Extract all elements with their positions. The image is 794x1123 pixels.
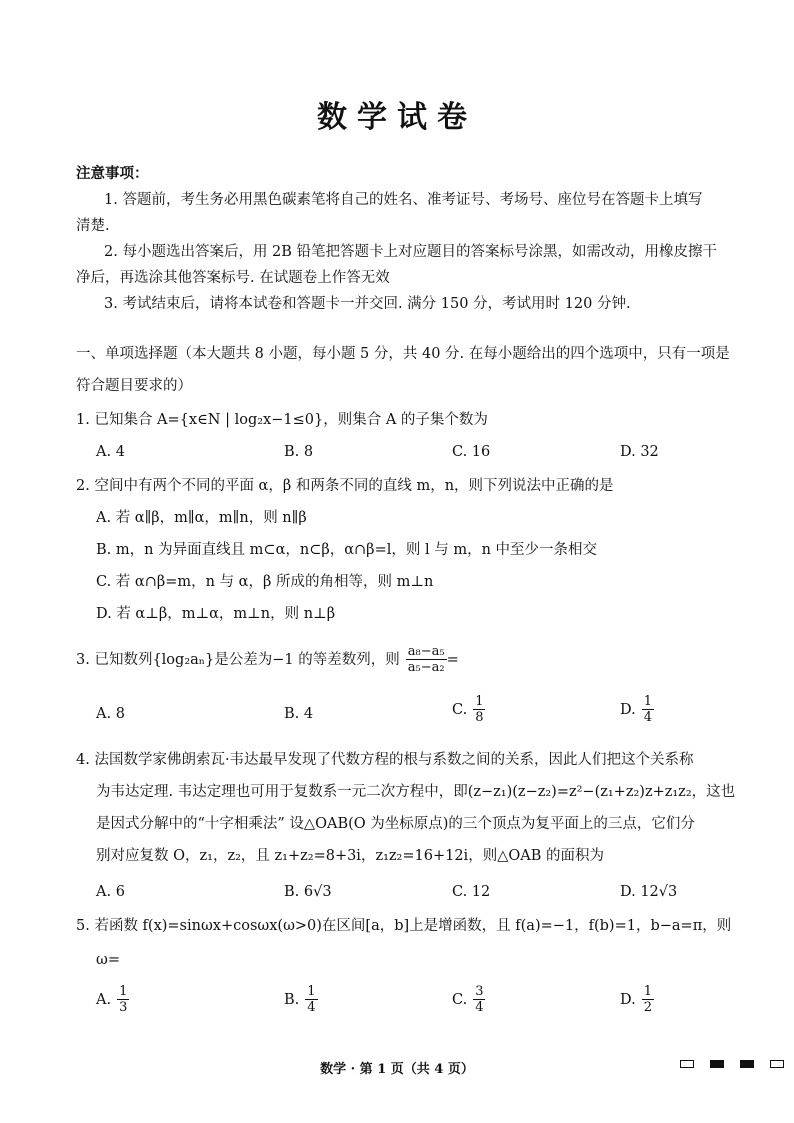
notice-item-3: 3. 考试结束后，请将本试卷和答题卡一并交回. 满分 150 分，考试用时 120 分钟. (104, 296, 631, 312)
fraction-numerator: 1 (643, 694, 652, 709)
question-4-line-2: 为韦达定理. 韦达定理也可用于复数系一元二次方程中，即(z−z₁)(z−z₂)=z²−(z₁+z₂)z+z₁z₂，这也 (96, 784, 736, 800)
section-heading: 一、单项选择题（本大题共 8 小题，每小题 5 分，共 40 分. 在每小题给出的四个选项中，只有一项是 (76, 346, 730, 362)
question-4-option-a: A. 6 (96, 884, 125, 900)
question-4-option-b: B. 6√3 (284, 884, 332, 900)
question-2-option-d: D. 若 α⊥β，m⊥α，m⊥n，则 n⊥β (96, 606, 336, 622)
question-3-fraction (406, 644, 447, 675)
fraction-numerator: 1 (643, 984, 652, 999)
registration-mark (770, 1060, 784, 1068)
registration-mark (680, 1060, 694, 1068)
question-5-option-d (620, 984, 654, 1015)
question-4-line-4: 别对应复数 O，z₁，z₂，且 z₁+z₂=8+3i，z₁z₂=16+12i，则△OAB 的面积为 (96, 848, 604, 864)
fraction-denominator: 4 (643, 710, 652, 725)
option-label: C. (452, 991, 468, 1008)
question-4-option-d: D. 12√3 (620, 884, 678, 900)
option-label: D. (620, 991, 636, 1008)
equals-sign: = (446, 651, 459, 668)
question-3-option-b: B. 4 (284, 706, 314, 722)
question-3-stem: 3. 已知数列{log₂aₙ}是公差为−1 的等差数列，则 (76, 651, 400, 668)
fraction-denominator: 4 (475, 1000, 484, 1015)
notice-item-2-cont: 净后，再选涂其他答案标号. 在试题卷上作答无效 (76, 270, 390, 286)
question-3-option-d (620, 694, 654, 725)
fraction-denominator: a₅−a₂ (407, 660, 445, 675)
question-3-stem-row (76, 644, 459, 675)
question-3-option-a: A. 8 (96, 706, 125, 722)
question-5-line-2: ω= (96, 952, 120, 968)
question-2-stem: 2. 空间中有两个不同的平面 α，β 和两条不同的直线 m，n，则下列说法中正确的是 (76, 478, 614, 494)
question-4-option-c: C. 12 (452, 884, 491, 900)
fraction-denominator: 2 (643, 1000, 652, 1015)
question-1-option-b: B. 8 (284, 444, 314, 460)
question-3-option-c (452, 694, 485, 725)
question-2-option-a: A. 若 α∥β，m∥α，m∥n，则 n∥β (96, 510, 307, 526)
registration-mark (740, 1060, 754, 1068)
fraction-denominator: 4 (307, 1000, 316, 1015)
question-1-stem: 1. 已知集合 A={x∈N | log₂x−1≤0}，则集合 A 的子集个数为 (76, 412, 488, 428)
page-footer: 数学 · 第 1 页（共 4 页） (320, 1062, 474, 1077)
question-5-line-1: 5. 若函数 f(x)=sinωx+cosωx(ω>0)在区间[a，b]上是增函数，且 f(a)=−1，f(b)=1，b−a=π，则 (76, 918, 732, 934)
fraction-numerator: 1 (119, 984, 128, 999)
notice-heading: 注意事项： (76, 165, 149, 182)
option-label: C. (452, 701, 468, 718)
fraction-numerator: 3 (475, 984, 484, 999)
question-5-option-c (452, 984, 485, 1015)
option-label: D. (620, 701, 636, 718)
notice-item-1-cont: 清楚. (76, 218, 110, 234)
notice-item-2: 2. 每小题选出答案后，用 2B 铅笔把答题卡上对应题目的答案标号涂黑，如需改动，用橡皮擦干 (104, 244, 718, 260)
fraction-numerator: a₈−a₅ (407, 644, 445, 659)
question-2-option-c: C. 若 α∩β=m，n 与 α，β 所成的角相等，则 m⊥n (96, 574, 434, 590)
exam-title: 数学试卷 (317, 100, 477, 135)
registration-mark (710, 1060, 724, 1068)
section-heading-cont: 符合题目要求的） (76, 378, 192, 394)
option-label: A. (96, 991, 112, 1008)
fraction-denominator: 8 (475, 710, 484, 725)
fraction-numerator: 1 (475, 694, 484, 709)
question-1-option-a: A. 4 (96, 444, 125, 460)
question-1-option-d: D. 32 (620, 444, 659, 460)
option-label: B. (284, 991, 300, 1008)
fraction-numerator: 1 (307, 984, 316, 999)
fraction-denominator: 3 (119, 1000, 128, 1015)
question-4-line-3: 是因式分解中的“十字相乘法” 设△OAB(O 为坐标原点)的三个顶点为复平面上的三点，它们分 (96, 816, 695, 832)
question-5-option-a (96, 984, 129, 1015)
question-1-option-c: C. 16 (452, 444, 491, 460)
registration-marks (680, 1060, 784, 1068)
notice-item-1: 1. 答题前，考生务必用黑色碳素笔将自己的姓名、准考证号、考场号、座位号在答题卡上填写 (104, 192, 703, 208)
question-2-option-b: B. m，n 为异面直线且 m⊂α，n⊂β，α∩β=l，则 l 与 m，n 中至少一条相交 (96, 542, 598, 558)
question-4-line-1: 4. 法国数学家佛朗索瓦·韦达最早发现了代数方程的根与系数之间的关系，因此人们把这个关系称 (76, 752, 694, 768)
question-5-option-b (284, 984, 318, 1015)
